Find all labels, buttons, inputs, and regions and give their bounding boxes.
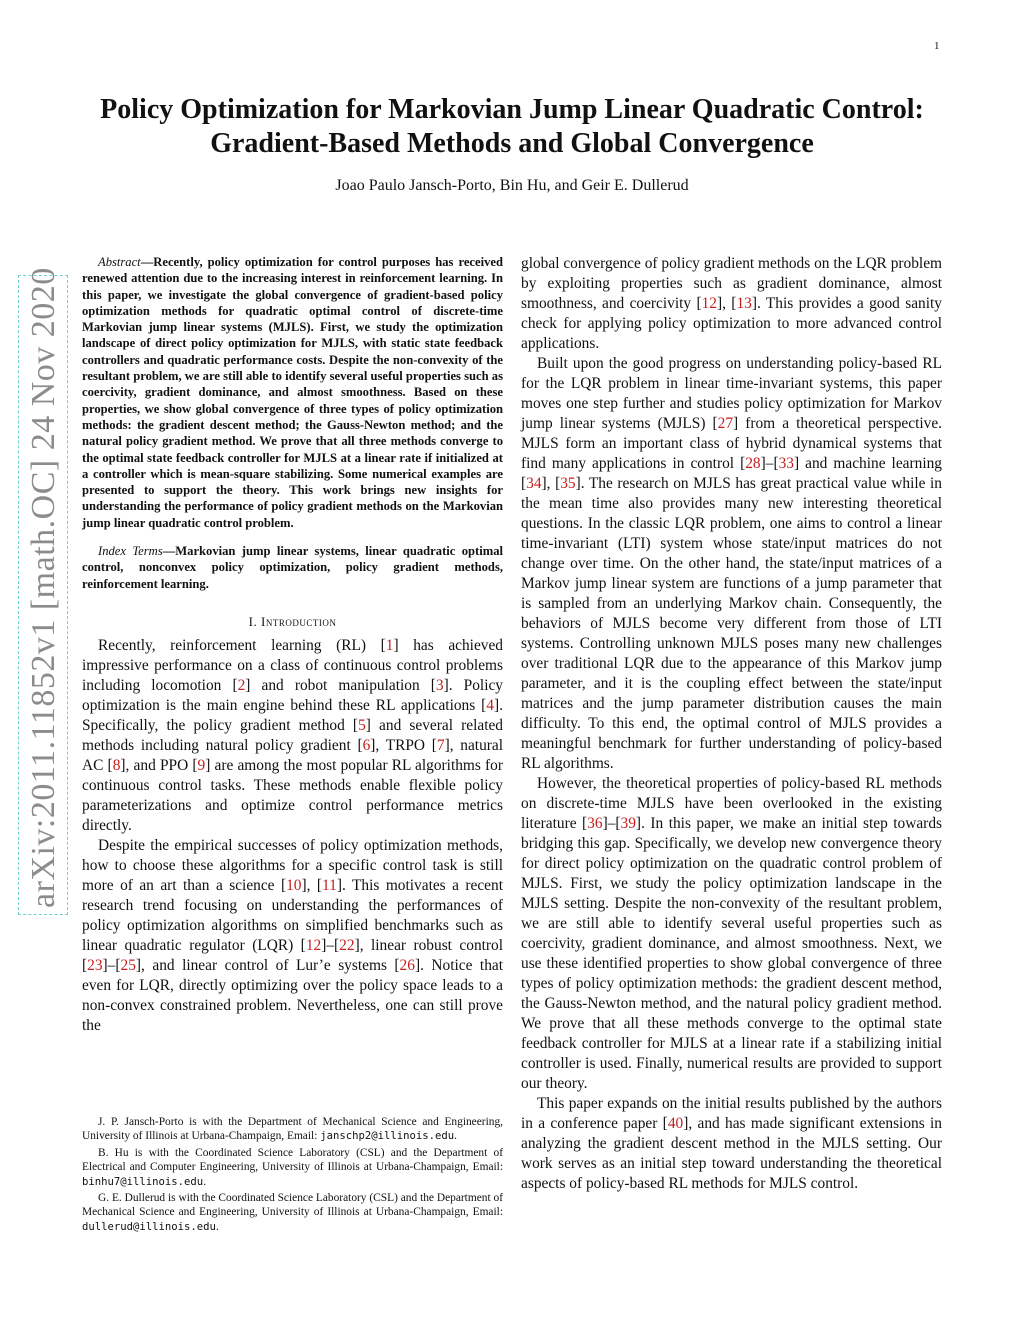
citation-link[interactable]: 33 — [778, 455, 794, 472]
intro-paragraph-1: Recently, reinforcement learning (RL) [1] has achieved impressive performance on a class of continuous control problems including locomotion [2] and robot manipulation [3]. Policy optimization is the main engine behind these RL applications [4]. Specifically, the policy gradient method [5] and several related methods including natural policy gradient [6], TRPO [7], natural AC [8], and PPO [9] are among the most popular RL algorithms for continuous control tasks. These methods enable flexible policy parameterizations and optimize control performance metrics directly. — [82, 636, 504, 834]
footnote-3-text: G. E. Dullerud is with the Coordinated Science Laboratory (CSL) and the Department of Mechanical Science and Engineering, University of Illinois at Urbana-Champaign, Email: — [82, 1192, 503, 1219]
citation-link[interactable]: 7 — [436, 736, 445, 754]
section-title: Introduction — [261, 613, 337, 629]
abstract-label: Abstract — [98, 255, 141, 269]
email-link-2[interactable]: binhu7@illinois.edu — [82, 1175, 204, 1188]
arxiv-identifier: arXiv:2011.11852v1 [math.OC] 24 Nov 2020 — [18, 275, 68, 915]
citation-link[interactable]: 8 — [112, 756, 121, 774]
author-list: Joao Paulo Jansch-Porto, Bin Hu, and Geir E. Dullerud — [335, 177, 689, 194]
footnote-1-text: J. P. Jansch-Porto is with the Department of Mechanical Science and Engineering, University of Illinois at Urbana-Champaign, Email: — [82, 1116, 503, 1143]
citation-link[interactable]: 12 — [701, 295, 717, 312]
citation-link[interactable]: 25 — [120, 956, 136, 974]
citation-link[interactable]: 12 — [305, 936, 322, 954]
footnotes — [82, 1115, 503, 1236]
footnote-author-2: B. Hu is with the Coordinated Science Laboratory (CSL) and the Department of Electrical and Computer Engineering, University of Illinois at Urbana-Champaign, Email: binhu7@illinois.edu. — [82, 1146, 503, 1188]
section-number: I. — [248, 613, 261, 629]
citation-link[interactable]: 40 — [667, 1115, 684, 1132]
intro-paragraph-6: This paper expands on the initial results published by the authors in a conference paper [40], and has made significant extensions in analyzing the gradient descent method in the MJLS setting. Our work serves as an initial step toward understanding the theoretical aspects of policy-based RL methods for MJLS control. — [521, 1095, 942, 1192]
intro-paragraph-2: Despite the empirical successes of policy optimization methods, how to choose these algorithms for a specific control task is still more of an art than a science [10], [11]. This motivates a recent research trend focusing on understanding the performances of policy optimization algorithms on simplified benchmarks such as linear quadratic regulator (LQR) [12]–[22], linear robust control [23]–[25], and linear control of Lur’e systems [26]. Notice that even for LQR, directly optimizing over the policy space leads to a non-convex constrained problem. Nevertheless, one can still prove the — [82, 836, 504, 1034]
citation-link[interactable]: 35 — [560, 475, 576, 492]
email-link-3[interactable]: dullerud@illinois.edu — [82, 1220, 216, 1233]
left-column — [82, 254, 503, 1036]
footnote-2-text: B. Hu is with the Coordinated Science Laboratory (CSL) and the Department of Electrical and Computer Engineering, University of Illinois at Urbana-Champaign, Email: — [82, 1146, 503, 1174]
citation-link[interactable]: 34 — [526, 475, 542, 492]
citation-link[interactable]: 5 — [358, 716, 366, 734]
citation-link[interactable]: 27 — [717, 415, 734, 432]
left-body — [82, 636, 503, 1036]
index-terms-label: Index Terms — [98, 544, 163, 559]
footnote-author-1: J. P. Jansch-Porto is with the Department of Mechanical Science and Engineering, University of Illinois at Urbana-Champaign, Email: janschp2@illinois.edu. — [82, 1116, 503, 1143]
citation-link[interactable]: 11 — [322, 876, 337, 894]
citation-link[interactable]: 3 — [435, 676, 444, 694]
intro-paragraph-4: Built upon the good progress on understanding policy-based RL for the LQR problem in linear time-invariant systems, this paper moves one step further and studies policy optimization for Markov jump linear systems (MJLS) [27] from a theoretical perspective. MJLS form an important class of hybrid dynamical systems that find many applications in control [28]–[33] and machine learning [34], [35]. The research on MJLS has great practical value while in the mean time also provides many new interesting theoretical questions. In the classic LQR problem, one aims to control a linear time-invariant (LTI) system whose state/input matrices do not change over time. On the other hand, the state/input matrices of a Markov jump linear system are functions of a jump parameter that is sampled from an underlying Markov chain. Consequently, the behaviors of MJLS become very different from those of LTI systems. Controlling unknown MJLS poses many new challenges over traditional LQR due to the appearance of this Markov jump parameter, and it is the coupling effect between the state/input matrices and the jump parameter distribution causes the main difficulty. To this end, the optimal control of MJLS provides a meaningful benchmark for further understanding of policy-based RL algorithms. — [521, 355, 942, 772]
section-heading-introduction — [82, 614, 503, 630]
footnote-author-3: G. E. Dullerud is with the Coordinated Science Laboratory (CSL) and the Department of Mechanical Science and Engineering, University of Illinois at Urbana-Champaign, Email: dullerud@illinois.edu. — [82, 1192, 503, 1233]
citation-link[interactable]: 9 — [197, 756, 206, 774]
abstract — [82, 254, 503, 531]
page-number: 1 — [934, 40, 940, 52]
email-link-1[interactable]: janschp2@illinois.edu — [320, 1130, 455, 1143]
index-terms — [82, 543, 503, 592]
title-line-1: Policy Optimization for Markovian Jump Linear Quadratic Control: — [100, 94, 924, 125]
citation-link[interactable]: 26 — [399, 956, 415, 974]
citation-link[interactable]: 28 — [745, 455, 761, 472]
intro-paragraph-5: However, the theoretical properties of policy-based RL methods on discrete-time MJLS have been overlooked in the existing literature [36]–[39]. In this paper, we make an initial step towards bridging this gap. Specifically, we develop new convergence theory for direct policy optimization on the quadratic control problem of MJLS. First, we study the policy optimization landscape in the MJLS setting. Despite the non-convexity of the resultant problem, we are still able to identify several useful properties such as coercivity, gradient dominance, and almost smoothness. Next, we use these identified properties to show global convergence of three types of policy optimization methods: the gradient descent method, the Gauss-Newton method, and the natural policy gradient method. We prove that all these methods converge to the optimal state feedback controller for MJLS at a linear rate if a stabilizing initial controller is used. Finally, numerical results are provided to support our theory. — [521, 775, 942, 1092]
intro-paragraph-3: global convergence of policy gradient methods on the LQR problem by exploiting properties such as gradient dominance, almost smoothness, and coercivity [12], [13]. This provides a good sanity check for applying policy optimization to more advanced control applications. — [521, 255, 942, 352]
paper-title — [60, 93, 964, 161]
right-column — [521, 254, 942, 1194]
citation-link[interactable]: 23 — [87, 956, 103, 974]
citation-link[interactable]: 2 — [237, 676, 246, 694]
citation-link[interactable]: 6 — [362, 736, 371, 754]
citation-link[interactable]: 4 — [486, 696, 494, 714]
citation-link[interactable]: 39 — [620, 815, 636, 832]
citation-link[interactable]: 1 — [385, 636, 394, 654]
citation-link[interactable]: 36 — [587, 815, 603, 832]
title-line-2: Gradient-Based Methods and Global Convergence — [210, 128, 814, 159]
citation-link[interactable]: 13 — [736, 295, 752, 312]
citation-link[interactable]: 10 — [286, 876, 302, 894]
citation-link[interactable]: 22 — [339, 936, 355, 954]
abstract-text: —Recently, policy optimization for control purposes has received renewed attention due to the increasing interest in reinforcement learning. In this paper, we investigate the global convergence of gradient-based policy optimization methods for quadratic optimal control of discrete-time Markovian jump linear systems (MJLS). First, we study the optimization landscape of direct policy optimization for MJLS, with static state feedback controllers and quadratic performance costs. Despite the non-convexity of the resultant problem, we are still able to identify several useful properties such as coercivity, gradient dominance, and almost smoothness. Based on these properties, we show global convergence of three types of policy optimization methods: the gradient descent method; the Gauss-Newton method; and the natural policy gradient method. We prove that all three methods converge to the optimal state feedback controller for MJLS at a linear rate if initialized at a controller which is mean-square stabilizing. Some numerical examples are presented to support the theory. This work brings new insights for understanding the performance of policy gradient methods on the Markovian jump linear quadratic control problem. — [82, 255, 503, 530]
index-terms-text: —Markovian jump linear systems, linear quadratic optimal control, nonconvex policy optimization, policy gradient methods, reinforcement learning. — [82, 544, 504, 591]
